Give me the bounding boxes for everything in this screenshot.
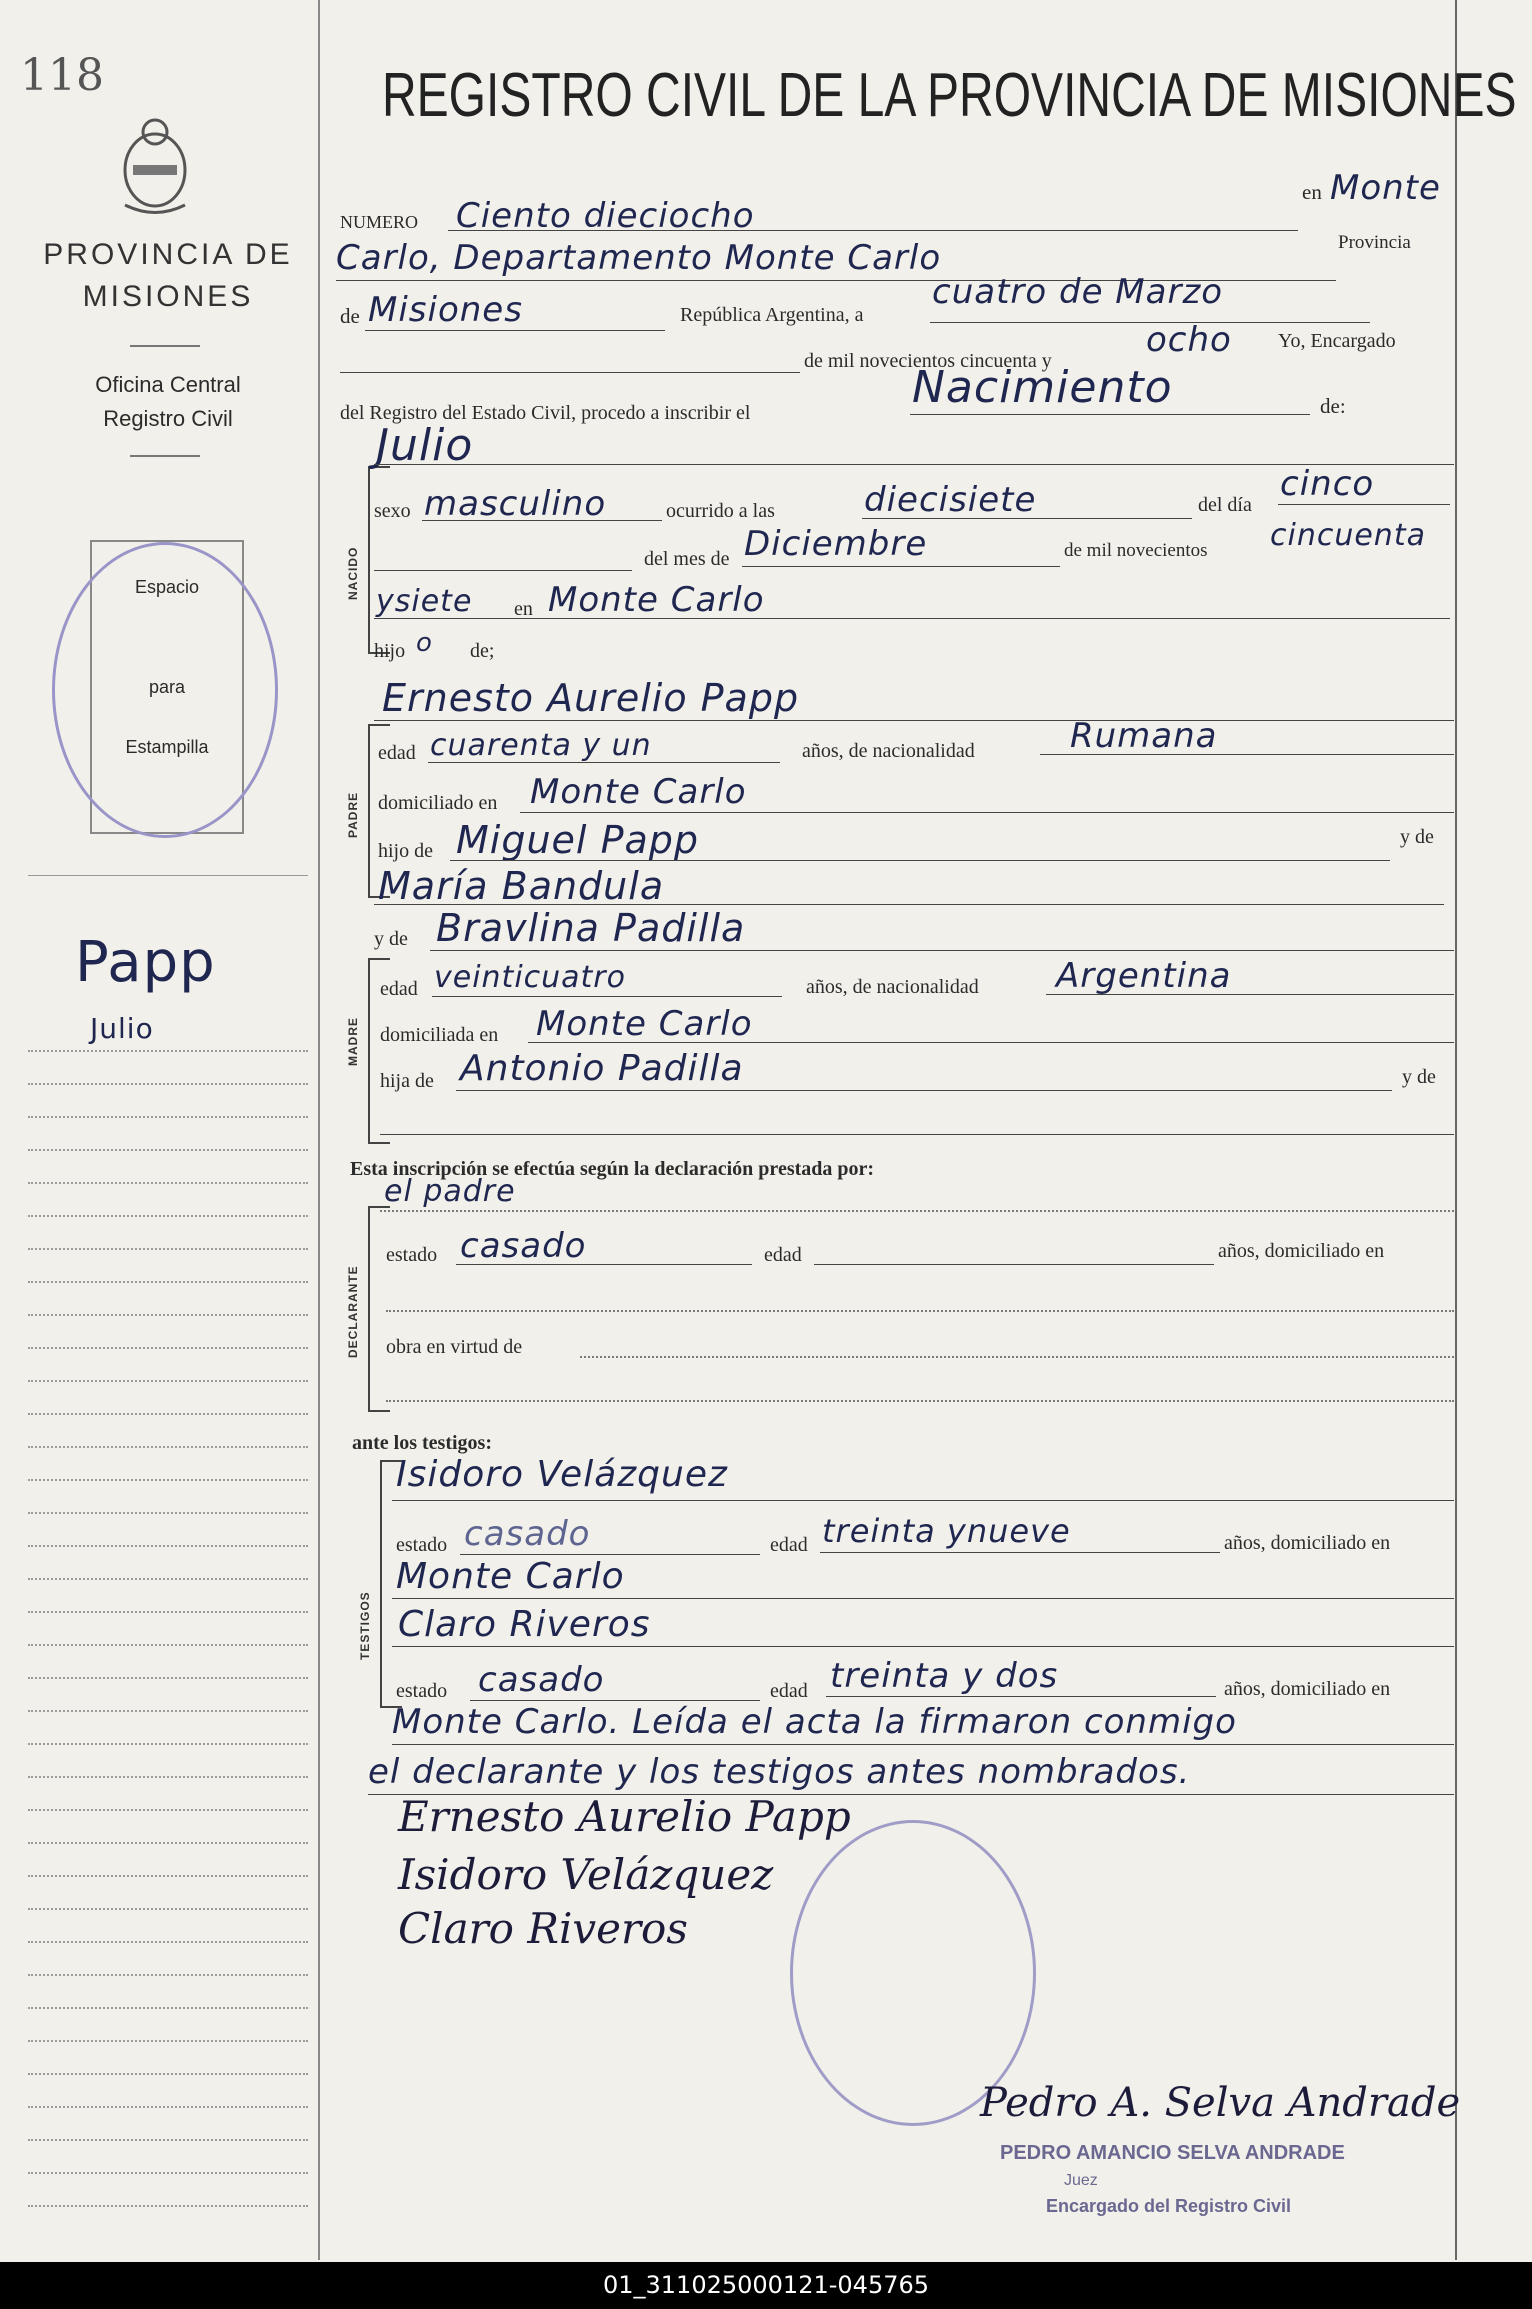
signature-testigo2: Claro Riveros bbox=[398, 1904, 688, 1953]
margin-rule-line bbox=[28, 1644, 308, 1646]
value-abuela-pat: María Bandula bbox=[378, 864, 665, 908]
label-y-de-padre: y de bbox=[1400, 826, 1434, 848]
value-anio-nac2: ysiete bbox=[376, 584, 473, 619]
rule bbox=[392, 1646, 1454, 1647]
rule bbox=[1040, 754, 1454, 755]
value-t1-estado: casado bbox=[464, 1514, 591, 1554]
margin-rule-line bbox=[28, 2139, 308, 2141]
value-t1-dom: Monte Carlo bbox=[396, 1556, 625, 1597]
margin-lines bbox=[28, 1050, 308, 2220]
value-mes: Diciembre bbox=[744, 524, 928, 564]
margin-rule-line bbox=[28, 2007, 308, 2009]
value-anio-nac: cincuenta bbox=[1270, 518, 1426, 553]
stamp-box-line3: Estampilla bbox=[125, 737, 209, 757]
margin-rule-line bbox=[28, 1611, 308, 1613]
footer-code: 01_311025000121-045765 bbox=[602, 2271, 930, 2299]
official-stamp-role: Encargado del Registro Civil bbox=[1046, 2196, 1292, 2216]
rule bbox=[528, 1042, 1454, 1043]
label-sexo: sexo bbox=[374, 500, 411, 522]
label-edad-padre: edad bbox=[378, 742, 416, 764]
rule bbox=[392, 1744, 1454, 1745]
label-de-semi: de; bbox=[470, 640, 495, 662]
value-anio: ocho bbox=[1146, 320, 1232, 360]
value-madre-edad: veinticuatro bbox=[434, 960, 626, 995]
rule bbox=[470, 1700, 760, 1701]
margin-rule-line bbox=[28, 2172, 308, 2174]
value-dia: cinco bbox=[1280, 464, 1375, 504]
label-y-de-madre: y de bbox=[374, 928, 408, 950]
label-edad-madre: edad bbox=[380, 978, 418, 1000]
value-hora: diecisiete bbox=[864, 480, 1037, 520]
document-title: REGISTRO CIVIL DE LA PROVINCIA DE MISIONES bbox=[382, 61, 1517, 131]
rule bbox=[820, 1552, 1220, 1553]
value-padre-dom: Monte Carlo bbox=[530, 772, 747, 812]
margin-rule-line bbox=[28, 1347, 308, 1349]
margin-rule-line bbox=[28, 1083, 308, 1085]
rule bbox=[432, 996, 782, 997]
value-nombre: Julio bbox=[376, 420, 474, 471]
declarante-bracket bbox=[368, 1206, 390, 1412]
value-abuelo-mat: Antonio Padilla bbox=[460, 1048, 744, 1089]
label-hijo-de: hijo de bbox=[378, 840, 433, 862]
nacido-bracket bbox=[368, 466, 390, 654]
margin-rule-line bbox=[28, 1512, 308, 1514]
value-abuelo-pat: Miguel Papp bbox=[456, 818, 700, 862]
margin-rule-line bbox=[28, 2040, 308, 2042]
rule bbox=[365, 330, 665, 331]
value-madre-nac: Argentina bbox=[1056, 956, 1232, 996]
label-domiciliada: domiciliada en bbox=[380, 1024, 499, 1046]
margin-rule-line bbox=[28, 1743, 308, 1745]
label-del-dia: del día bbox=[1198, 494, 1252, 516]
label-hijo: hijo bbox=[374, 640, 406, 662]
office-line2: Registro Civil bbox=[103, 406, 233, 431]
label-testigos: TESTIGOS bbox=[358, 1591, 372, 1660]
label-numero: NUMERO bbox=[340, 212, 419, 232]
label-padre: PADRE bbox=[346, 791, 360, 838]
label-madre: MADRE bbox=[346, 1017, 360, 1066]
rule bbox=[380, 1134, 1454, 1135]
value-acto: Nacimiento bbox=[912, 362, 1173, 413]
margin-rule-line bbox=[28, 1809, 308, 1811]
rule bbox=[580, 1356, 1454, 1358]
label-provincia: Provincia bbox=[1338, 232, 1411, 253]
rule bbox=[1278, 504, 1450, 505]
value-padre-nombre: Ernesto Aurelio Papp bbox=[382, 676, 800, 720]
rule bbox=[1046, 994, 1454, 995]
province-label: PROVINCIA DE bbox=[43, 238, 293, 271]
rule bbox=[862, 518, 1192, 519]
label-yo-encargado: Yo, Encargado bbox=[1278, 330, 1396, 352]
label-anos-dom-t1: años, domiciliado en bbox=[1224, 1532, 1391, 1554]
value-provincia: Misiones bbox=[368, 290, 523, 330]
margin-surname: Papp bbox=[75, 930, 216, 995]
rule bbox=[460, 1554, 760, 1555]
rule bbox=[520, 812, 1454, 813]
margin-rule-line bbox=[28, 1215, 308, 1217]
value-decl-estado: casado bbox=[460, 1226, 587, 1266]
province-name: MISIONES bbox=[82, 280, 254, 313]
label-nacido: NACIDO bbox=[346, 546, 360, 600]
label-en: en bbox=[1302, 180, 1322, 204]
label-edad-t1: edad bbox=[770, 1534, 808, 1556]
value-madre-dom: Monte Carlo bbox=[536, 1004, 753, 1044]
rule bbox=[456, 1090, 1392, 1091]
value-hijo-o: o bbox=[416, 628, 433, 658]
margin-rule-line bbox=[28, 1380, 308, 1382]
label-de-mil-nov: de mil novecientos bbox=[1064, 540, 1208, 561]
rule bbox=[374, 570, 632, 571]
rule bbox=[392, 1598, 1454, 1599]
value-declarante: el padre bbox=[384, 1174, 516, 1209]
right-edge bbox=[1455, 0, 1457, 2260]
coat-of-arms-icon bbox=[115, 110, 195, 220]
margin-rule-line bbox=[28, 1149, 308, 1151]
official-stamp-name: PEDRO AMANCIO SELVA ANDRADE bbox=[1000, 2142, 1345, 2164]
margin-rule-line bbox=[28, 1248, 308, 1250]
margin-rule-line bbox=[28, 1413, 308, 1415]
label-mil-novecientos: de mil novecientos cincuenta y bbox=[804, 350, 1052, 372]
label-anos-dom-t2: años, domiciliado en bbox=[1224, 1678, 1391, 1700]
value-lugar1: Monte bbox=[1330, 168, 1441, 208]
label-declarante: DECLARANTE bbox=[346, 1265, 360, 1358]
stamp-box bbox=[90, 540, 244, 834]
label-estado-t2: estado bbox=[396, 1680, 448, 1702]
margin-rule-line bbox=[28, 1974, 308, 1976]
margin-rule-line bbox=[28, 1446, 308, 1448]
rule bbox=[374, 904, 1444, 905]
rule bbox=[742, 566, 1060, 567]
stamp-box-line1: Espacio bbox=[134, 577, 200, 597]
rule bbox=[374, 618, 1450, 619]
value-cierre2: el declarante y los testigos antes nombrados. bbox=[368, 1752, 1191, 1792]
margin-rule-line bbox=[28, 1545, 308, 1547]
value-t2-nombre: Claro Riveros bbox=[398, 1604, 651, 1645]
label-obra: obra en virtud de bbox=[386, 1336, 523, 1358]
margin-rule-line bbox=[28, 1050, 308, 1052]
footer-bar bbox=[0, 2262, 1532, 2309]
label-registro-line: del Registro del Estado Civil, procedo a inscribir el bbox=[340, 402, 751, 424]
label-edad-t2: edad bbox=[770, 1680, 808, 1702]
margin-name: Julio bbox=[90, 1012, 154, 1045]
margin-rule-line bbox=[28, 1281, 308, 1283]
rule bbox=[430, 950, 1454, 951]
value-t2-edad: treinta y dos bbox=[830, 1656, 1059, 1696]
rule bbox=[814, 1264, 1214, 1265]
label-y-de-abuela: y de bbox=[1402, 1066, 1436, 1088]
rule bbox=[428, 762, 780, 763]
label-estado-decl: estado bbox=[386, 1244, 438, 1266]
rule bbox=[422, 520, 662, 521]
label-de-colon: de: bbox=[1320, 394, 1346, 418]
margin-rule-line bbox=[28, 1314, 308, 1316]
margin-rule bbox=[318, 0, 320, 2260]
signature-testigo1: Isidoro Velázquez bbox=[398, 1850, 774, 1899]
margin-rule-line bbox=[28, 1479, 308, 1481]
rule bbox=[392, 1500, 1454, 1501]
label-en-lugar: en bbox=[514, 598, 533, 620]
rule bbox=[450, 860, 1390, 861]
label-de: de bbox=[340, 304, 360, 328]
value-t1-nombre: Isidoro Velázquez bbox=[396, 1454, 728, 1495]
value-padre-nac: Rumana bbox=[1070, 716, 1218, 756]
page-number: 118 bbox=[20, 50, 104, 101]
value-lugar-nac: Monte Carlo bbox=[548, 580, 765, 620]
divider bbox=[130, 345, 200, 347]
signature-official: Pedro A. Selva Andrade bbox=[980, 2080, 1461, 2126]
value-madre-nombre: Bravlina Padilla bbox=[436, 906, 746, 950]
margin-rule-line bbox=[28, 1842, 308, 1844]
label-inscripcion: Esta inscripción se efectúa según la declaración prestada por: bbox=[350, 1158, 875, 1180]
divider bbox=[130, 455, 200, 457]
value-t2-estado: casado bbox=[478, 1660, 605, 1700]
label-hija-de: hija de bbox=[380, 1070, 434, 1092]
label-anos-dom-decl: años, domiciliado en bbox=[1218, 1240, 1385, 1262]
value-fecha: cuatro de Marzo bbox=[932, 272, 1224, 312]
margin-rule-line bbox=[28, 1710, 308, 1712]
signature-declarante: Ernesto Aurelio Papp bbox=[398, 1792, 851, 1841]
margin-rule-line bbox=[28, 1941, 308, 1943]
office-line1: Oficina Central bbox=[95, 372, 241, 397]
label-domiciliado-padre: domiciliado en bbox=[378, 792, 498, 814]
margin-rule-line bbox=[28, 1677, 308, 1679]
rule bbox=[910, 414, 1310, 415]
official-stamp-title: Juez bbox=[1064, 2172, 1098, 2189]
value-cierre1: Monte Carlo. Leída el acta la firmaron conmigo bbox=[392, 1702, 1237, 1742]
margin-rule-line bbox=[28, 2205, 308, 2207]
value-numero: Ciento dieciocho bbox=[456, 196, 755, 236]
rule bbox=[386, 1400, 1454, 1402]
rule bbox=[380, 1210, 1454, 1212]
margin-rule-line bbox=[28, 1875, 308, 1877]
rule bbox=[340, 372, 800, 373]
margin-rule-line bbox=[28, 2073, 308, 2075]
value-lugar2: Carlo, Departamento Monte Carlo bbox=[336, 238, 942, 278]
rule bbox=[826, 1696, 1216, 1697]
label-del-mes: del mes de bbox=[644, 548, 730, 570]
stamp-box-line2: para bbox=[148, 677, 186, 697]
rule bbox=[456, 1264, 752, 1265]
label-ocurrido: ocurrido a las bbox=[666, 500, 775, 522]
margin-rule-line bbox=[28, 1116, 308, 1118]
margin-rule-line bbox=[28, 2106, 308, 2108]
margin-rule-line bbox=[28, 1908, 308, 1910]
value-t1-edad: treinta ynueve bbox=[822, 1512, 1071, 1550]
label-anos-nac-madre: años, de nacionalidad bbox=[806, 976, 979, 998]
margin-rule-line bbox=[28, 1578, 308, 1580]
rule bbox=[386, 1310, 1454, 1312]
margin-rule-line bbox=[28, 1776, 308, 1778]
margin-rule-line bbox=[28, 1182, 308, 1184]
rule bbox=[374, 720, 1454, 721]
label-ante-testigos: ante los testigos: bbox=[352, 1432, 492, 1454]
label-edad-decl: edad bbox=[764, 1244, 802, 1266]
divider bbox=[28, 875, 308, 876]
label-anos-nac-padre: años, de nacionalidad bbox=[802, 740, 975, 762]
label-republica: República Argentina, a bbox=[680, 304, 864, 326]
value-sexo: masculino bbox=[424, 484, 607, 524]
value-padre-edad: cuarenta y un bbox=[430, 728, 652, 763]
label-estado-t1: estado bbox=[396, 1534, 448, 1556]
